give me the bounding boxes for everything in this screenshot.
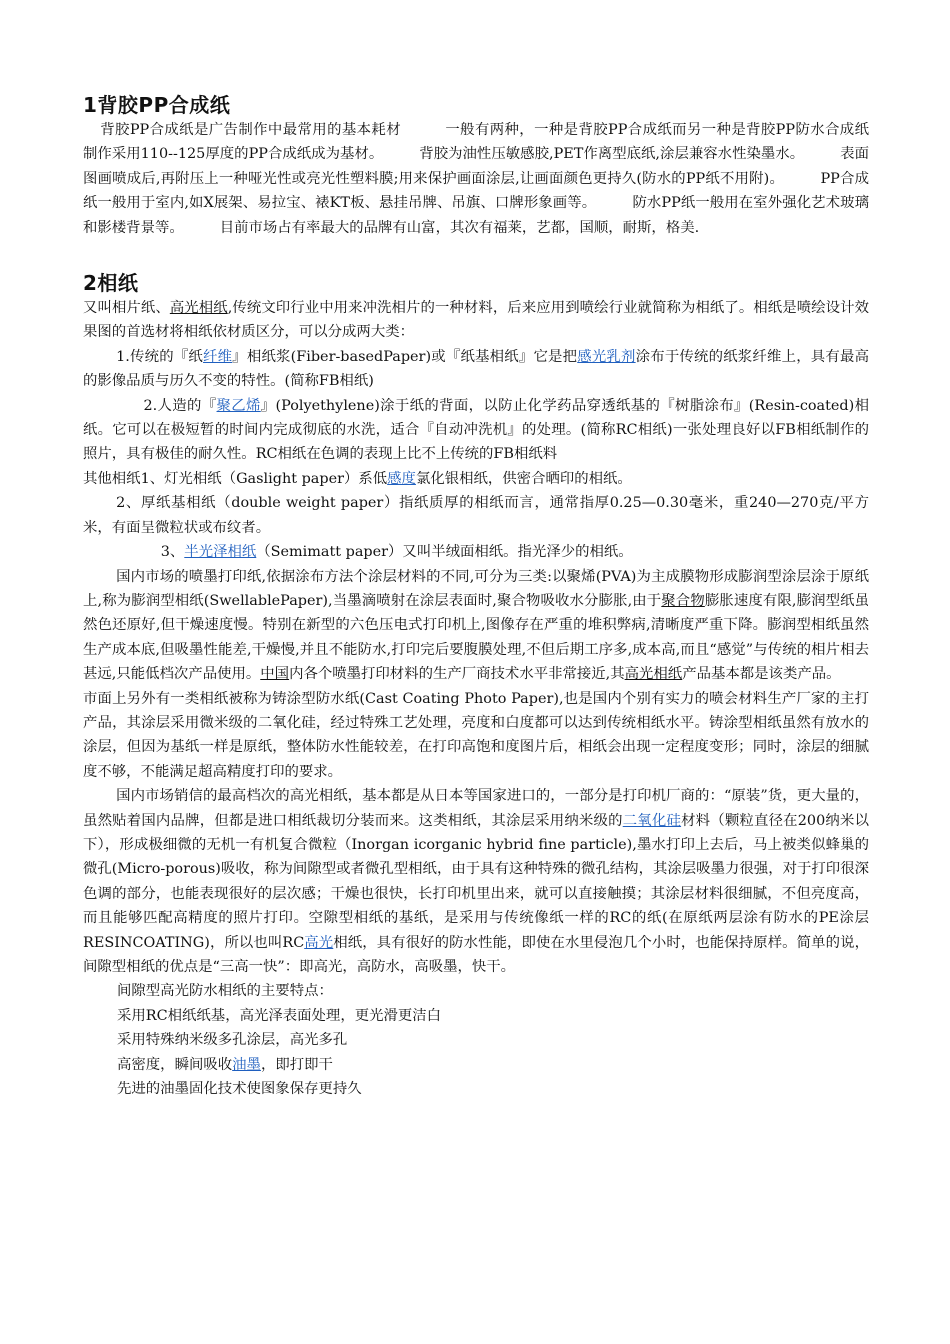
- feature-item-2: 采用特殊纳米级多孔涂层，高光多孔: [117, 1032, 348, 1049]
- cast-coating-paragraph: 市面上另外有一类相纸被称为铸涂型防水纸(Cast Coating Photo Paper),也是国内个别有实力的喷会材料生产厂家的主打产品，其涂层采用微米级的二氧化硅，经过特殊工艺处理，亮度和白度都可以达到传统相纸水平。铸涂型相纸虽然有放水的涂层，但因为基纸一样是原纸，整体防水性能较差，在打印高饱和度图片后，相纸会出现一定程度变形；同时，涂层的细腻度不够，不能满足超高精度打印的要求。: [83, 690, 869, 780]
- link-silica[interactable]: 二氧化硅: [622, 812, 682, 829]
- document-page: [83, 92, 913, 1101]
- link-sensitivity[interactable]: 感度: [387, 470, 416, 487]
- type-2-paragraph: 2.人造的『聚乙烯』(Polyethylene)涂于纸的背面，以防止化学药品穿透纸基的『树脂涂布』(Resin-coated)相纸。它可以在极短暂的时间内完成彻底的水洗，适合『自动冲洗机』的处理。(简称RC相纸)一张处理良好以FB相纸制作的照片，具有极佳的耐久性。RC相纸在色调的表现上比不上传统的FB相纸料: [83, 397, 869, 463]
- section-1-heading: 1背胶PP合成纸: [83, 93, 231, 117]
- link-polymer[interactable]: 聚合物: [661, 592, 705, 609]
- feature-item-1: 采用RC相纸纸基，高光泽表面处理，更光滑更洁白: [117, 1007, 442, 1024]
- section-2-heading: 2相纸: [83, 271, 139, 296]
- link-fiber[interactable]: 纤维: [203, 348, 233, 365]
- features-title: 间隙型高光防水相纸的主要特点：: [117, 983, 333, 1000]
- feature-item-4: 先进的油墨固化技术使图象保存更持久: [117, 1081, 362, 1098]
- other-3-paragraph: 3、半光泽相纸（Semimatt paper）又叫半绒面相纸。指光泽少的相纸。: [160, 544, 633, 561]
- other-2-paragraph: 2、厚纸基相纸（double weight paper）指纸质厚的相纸而言，通常指厚0.25—0.30毫米，重240—270克/平方米，有面呈微粒状或布纹者。: [83, 495, 869, 536]
- premium-paragraph: 国内市场销信的最高档次的高光相纸，基本都是从日本等国家进口的，一部分是打印机厂商的：“原装”货，更大量的，虽然贴着国内品牌，但都是进口相纸裁切分装而来。这类相纸，其涂层采用纳米级的二氧化硅材料（颗粒直径在200纳米以下），形成极细微的无机一有机复合微粒（Inorgan icorganic hybrid fine particle),墨水打印上去后，马上被类似蜂巢的微孔(Micro-porous)吸收，称为间隙型或者微孔型相纸，由于具有这种特殊的微孔结构，其涂层吸墨力很强，对于打印很深色调的部分，也能表现很好的层次感；干燥也很快，长打印机里出来，就可以直接触摸；其涂层材料很细腻，不但亮度高，而且能够匹配高精度的照片打印。空隙型相纸的基纸，是采用与传统像纸一样的RC的纸(在原纸两层涂有防水的PE涂层RESINCOATING)，所以也叫RC高光相纸，具有很好的防水性能，即使在水里侵泡几个小时，也能保持原样。简单的说，间隙型相纸的优点是“三高一快”：即高光，高防水，高吸墨，快干。: [83, 788, 869, 975]
- domestic-paragraph: 国内市场的喷墨打印纸,依据涂布方法个涂层材料的不同,可分为三类:以聚烯(PVA)为主成膜物形成膨润型涂层涂于原纸上,称为膨润型相纸(SwellablePaper),当墨滴喷射在涂层表面时,聚合物吸收水分膨胀,由于聚合物膨胀速度有限,膨润型纸虽然色还原好,但干燥速度慢。特别在新型的六色压电式打印机上,图像存在严重的堆积弊病,清晰度严重下降。膨润型相纸虽然生产成本底,但吸墨性能差,干燥慢,并且不能防水,打印完后要腹膜处理,不但后期工序多,成本高,而且“感觉”与传统的相片相去甚远,只能低档次产品使用。中国内各个喷墨打印材料的生产厂商技术水平非常接近,其高光相纸产品基本都是该类产品。: [83, 568, 869, 683]
- link-polyethylene[interactable]: 聚乙烯: [216, 397, 261, 414]
- link-photosensitive-emulsion[interactable]: 感光乳剂: [577, 348, 636, 365]
- link-gloss-photo-paper[interactable]: 高光相纸: [169, 300, 228, 317]
- feature-item-3: 高密度，瞬间吸收油墨，即打即干: [117, 1056, 333, 1073]
- intro-paragraph: 又叫相片纸、高光相纸,传统文印行业中用来冲洗相片的一种材料，后来应用到喷绘行业就简称为相纸了。相纸是喷绘设计效果图的首选材将相纸依材质区分，可以分成两大类：: [83, 300, 869, 341]
- link-semimatt-paper[interactable]: 半光泽相纸: [184, 544, 257, 561]
- link-china[interactable]: 中国: [260, 666, 290, 683]
- link-ink[interactable]: 油墨: [232, 1056, 261, 1073]
- section-1-paragraph: 背胶PP合成纸是广告制作中最常用的基本耗材 一般有两种，一种是背胶PP合成纸而另一种是背胶PP防水合成纸 制作采用110--125厚度的PP合成纸成为基材。 背胶为油性压敏感胶,PET作离型底纸,涂层兼容水性染墨水。 表面图画喷成后,再附压上一种哑光性或亮光性塑料膜;用来保护画面涂层,让画面颜色更持久(防水的PP纸不用附)。 PP合成纸一般用于室内,如X展架、易拉宝、裱KT板、悬挂吊牌、吊旗、口牌形象画等。 防水PP纸一般用在室外强化艺术玻璃和影楼背景等。 目前市场占有率最大的品牌有山富，其次有福莱，艺都，国顺，耐斯，格美.: [83, 122, 913, 236]
- link-gloss-photo-paper-2[interactable]: 高光相纸: [624, 666, 683, 683]
- link-gloss[interactable]: 高光: [304, 934, 334, 951]
- type-1-paragraph: 1.传统的『纸纤维』相纸浆(Fiber-basedPaper)或『纸基相纸』它是把感光乳剂涂布于传统的纸浆纤维上，具有最高的影像品质与历久不变的特性。(简称FB相纸): [83, 348, 869, 390]
- other-1-paragraph: 其他相纸1、灯光相纸（Gaslight paper）系低感度氯化银相纸，供密合晒印的相纸。: [83, 470, 632, 487]
